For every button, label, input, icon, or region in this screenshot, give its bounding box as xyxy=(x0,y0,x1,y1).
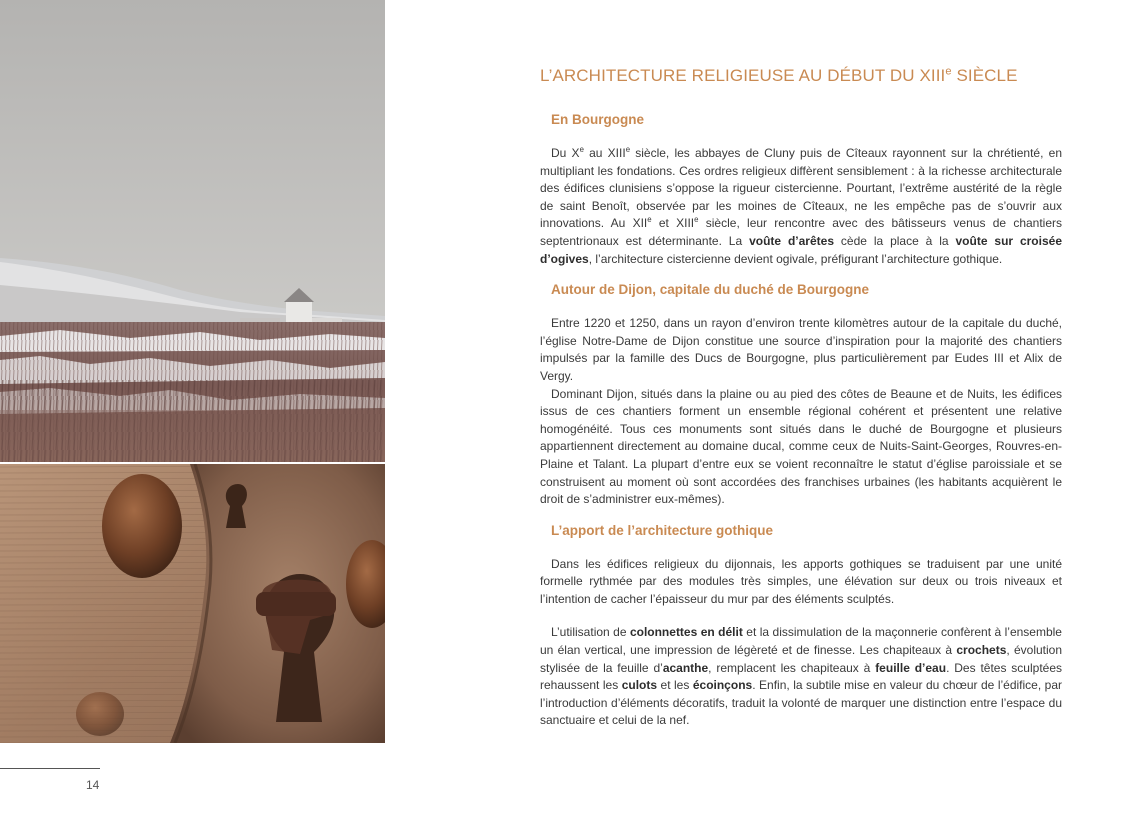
paragraph-dijon-1: Entre 1220 et 1250, dans un rayon d’environ trente kilomètres autour de la capitale du duché, l’église Notre-Dame de Dijon constitue une source d’inspiration pour la majorité des chantiers impulsés par la famille des Ducs de Bourgogne, plus particulièrement par Eudes III et Alix de Vergy. xyxy=(540,316,1062,383)
paragraph-bourgogne: Du Xe au XIIIe siècle, les abbayes de Cluny puis de Cîteaux rayonnent sur la chrétienté, en multipliant les fondations. Ces ordres religieux diffèrent sensiblement : à la richesse architecturale des édifices clunisiens s’oppose la rigueur cistercienne. Pourtant, l’extrême austérité de la règle de saint Benoît, observée par les moines de Cîteaux, ne les empêche pas de s’ouvrir aux innovations. Au XIIe et XIIIe siècle, leur rencontre avec des bâtisseurs venus de chantiers septentrionaux est déterminante. La voûte d’arêtes cède la place à la voûte sur croisée d’ogives, l’architecture cistercienne devient ogivale, préfigurant l’architecture gothique. xyxy=(540,145,1063,266)
paragraph-gothique-1: Dans les édifices religieux du dijonnais, les apports gothiques se traduisent par une unité formelle rythmée par des modules très simples, une élévation sur deux ou trois niveaux et l’intention de cacher l’épaisseur du mur par des éléments sculptés. xyxy=(540,556,1062,606)
article-content xyxy=(540,66,1062,730)
paragraph-gothique-2: L’utilisation de colonnettes en délit et la dissimulation de la maçonnerie confèrent à l’ensemble un élan vertical, une impression de légèreté et de finesse. Les chapiteaux à crochets, évolution stylisée de la feuille d’acanthe, remplacent les chapiteaux à feuille d’eau. Des têtes sculptées rehaussent les culots et les écoinçons. Enfin, la subtile mise en valeur du chœur de l’édifice, par l’introduction d’éléments décoratifs, traduit la volonté de marquer une distinction entre l’espace du sanctuaire et celui de la nef. xyxy=(540,625,1063,728)
page-number: 14 xyxy=(86,778,100,792)
page-title: L’ARCHITECTURE RELIGIEUSE AU DÉBUT DU XIIIe SIÈCLE xyxy=(540,65,1018,85)
section-heading-bourgogne: En Bourgogne xyxy=(551,112,644,127)
section-heading-dijon: Autour de Dijon, capitale du duché de Bourgogne xyxy=(551,282,870,298)
paragraph-dijon-2: Dominant Dijon, situés dans la plaine ou au pied des côtes de Beaune et de Nuits, les édifices issus de ces chantiers forment un ensemble régional cohérent et présentent une relative homogénéité. Tous ces monuments sont situés dans le duché de Bourgogne et plusieurs appartiennent directement au domaine ducal, comme ceux de Nuits-Saint-Georges, Rouvres-en-Plaine et Talant. La plupart d’entre eux se voient reconnaître le statut d’église paroissiale et se construisent au moment où sont accordées des franchises urbaines (les habitants acquièrent le droit de s’administrer eux-mêmes). xyxy=(540,386,1062,507)
section-heading-gothique: L’apport de l’architecture gothique xyxy=(551,522,774,538)
door-lock-photo xyxy=(0,464,385,743)
vineyard-photo xyxy=(0,0,385,462)
footer-rule xyxy=(0,768,100,769)
